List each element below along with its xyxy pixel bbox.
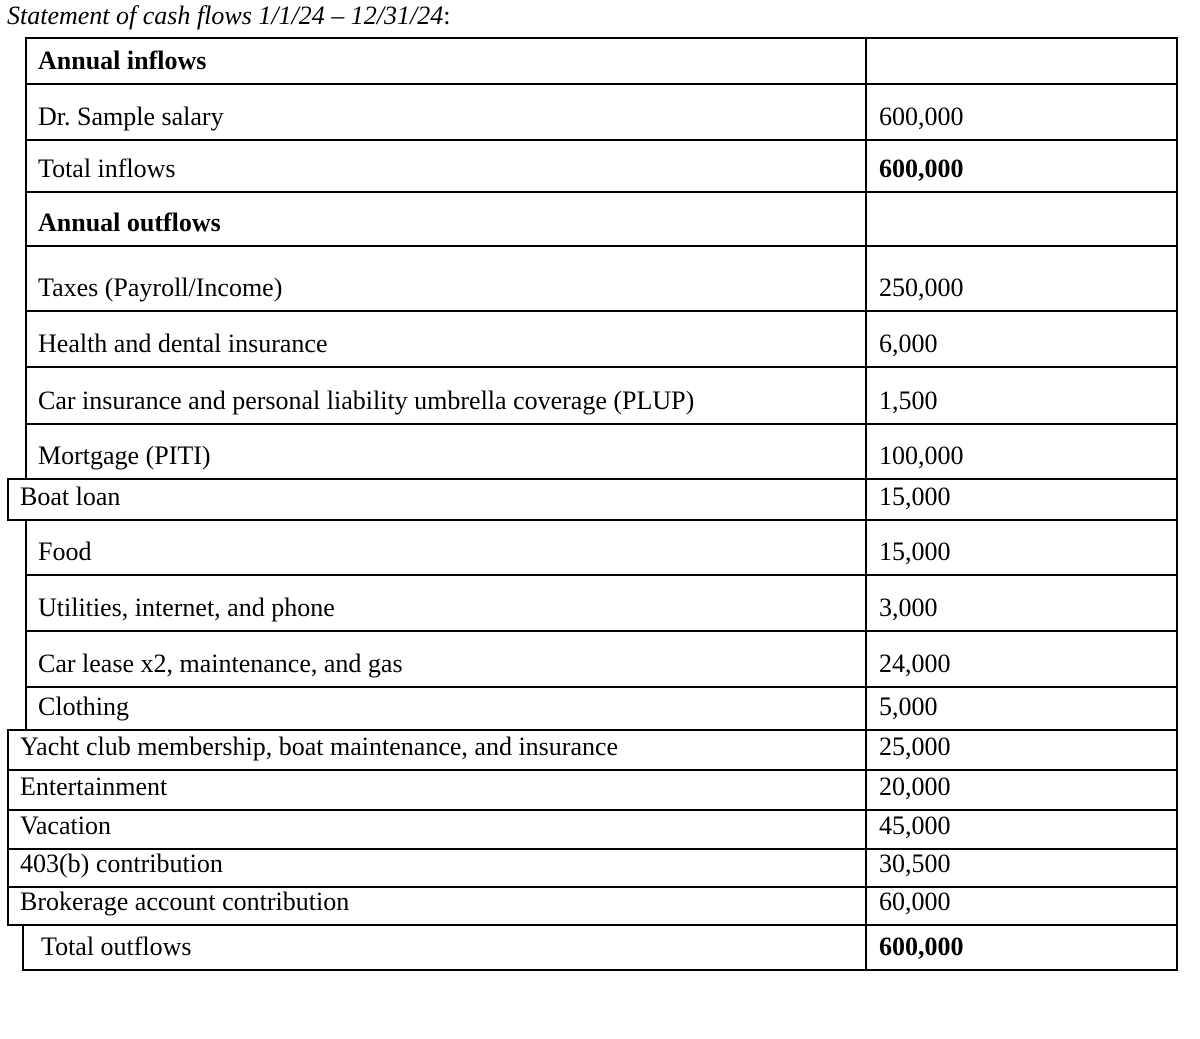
- row-label: Annual outflows: [38, 207, 221, 237]
- row-value: 60,000: [865, 888, 1176, 924]
- row-label: Taxes (Payroll/Income): [38, 272, 283, 302]
- row-value: 100,000: [865, 425, 1176, 478]
- row-value: 25,000: [865, 731, 1176, 769]
- row-value: [865, 39, 1176, 83]
- table-row: [25, 37, 1178, 85]
- cashflow-table: [0, 37, 1200, 971]
- row-value: 250,000: [865, 247, 1176, 310]
- row-value: 15,000: [865, 521, 1176, 574]
- row-value: 5,000: [865, 688, 1176, 729]
- row-label: Utilities, internet, and phone: [38, 592, 335, 622]
- row-value: 600,000: [865, 141, 1176, 191]
- row-label: Vacation: [20, 811, 111, 840]
- row-label: Entertainment: [20, 771, 168, 801]
- page-title: [7, 1, 450, 31]
- table-row: [25, 630, 1178, 688]
- row-label: Food: [38, 536, 92, 566]
- table-row: [7, 478, 1178, 521]
- table-row: [7, 729, 1178, 771]
- row-value: 3,000: [865, 576, 1176, 630]
- page-title-colon: :: [443, 1, 451, 30]
- page-title-text: Statement of cash flows 1/1/24 – 12/31/24: [7, 1, 444, 30]
- table-row: [25, 191, 1178, 247]
- table-row: [22, 924, 1178, 971]
- table-row: [25, 139, 1178, 193]
- row-label: Clothing: [38, 691, 130, 721]
- row-value: [865, 193, 1176, 245]
- row-label: Boat loan: [20, 481, 121, 511]
- row-label: Total outflows: [41, 931, 192, 961]
- row-value: 15,000: [865, 480, 1176, 519]
- row-value: 45,000: [865, 811, 1176, 848]
- table-row: [25, 423, 1178, 480]
- row-label: Total inflows: [38, 153, 176, 183]
- row-label: Dr. Sample salary: [38, 101, 224, 131]
- table-row: [25, 310, 1178, 368]
- table-row: [7, 809, 1178, 850]
- table-row: [7, 848, 1178, 888]
- row-label: Health and dental insurance: [38, 328, 328, 358]
- row-value: 30,500: [865, 850, 1176, 886]
- row-label: Mortgage (PITI): [38, 440, 211, 470]
- row-label: Brokerage account contribution: [20, 888, 350, 916]
- row-label: 403(b) contribution: [20, 850, 223, 878]
- row-value: 20,000: [865, 771, 1176, 809]
- table-row: [25, 83, 1178, 141]
- row-label: Yacht club membership, boat maintenance, and insurance: [20, 731, 619, 761]
- table-row: [25, 519, 1178, 576]
- row-value: 24,000: [865, 632, 1176, 686]
- row-value: 600,000: [865, 85, 1176, 139]
- table-row: [25, 686, 1178, 731]
- row-value: 600,000: [865, 926, 1176, 969]
- table-row: [7, 886, 1178, 926]
- table-row: [25, 574, 1178, 632]
- row-label: Car insurance and personal liability umbrella coverage (PLUP): [38, 385, 695, 415]
- table-row: [7, 769, 1178, 811]
- row-label: Annual inflows: [38, 45, 207, 75]
- row-value: 1,500: [865, 368, 1176, 423]
- row-label: Car lease x2, maintenance, and gas: [38, 648, 403, 678]
- row-value: 6,000: [865, 312, 1176, 366]
- table-row: [25, 366, 1178, 425]
- table-row: [25, 245, 1178, 312]
